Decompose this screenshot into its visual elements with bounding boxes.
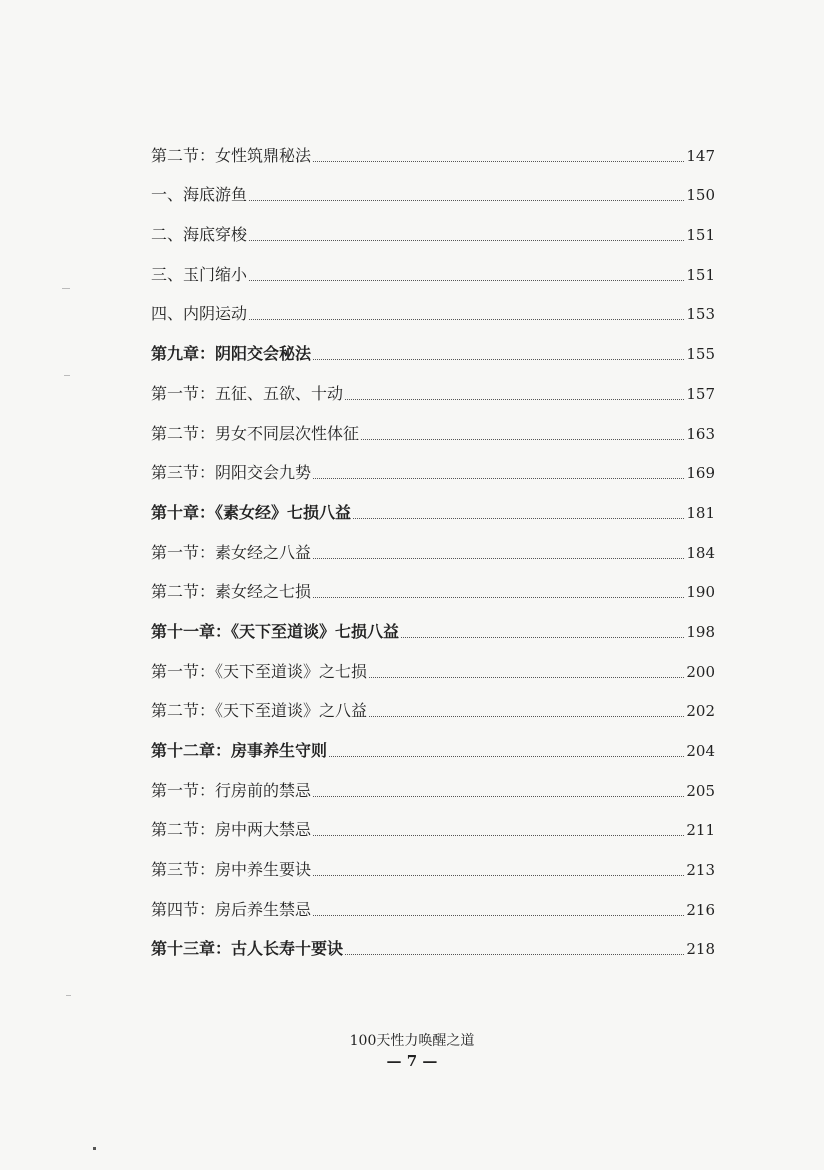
toc-page-number: 181	[686, 503, 715, 522]
toc-leader-dots	[249, 240, 684, 241]
toc-entry-row	[151, 128, 715, 168]
footer-page-number: — 7 —	[386, 1052, 438, 1070]
toc-page-number: 216	[686, 900, 715, 919]
toc-page-number: 218	[686, 940, 715, 959]
toc-leader-dots	[345, 954, 684, 955]
toc-page-number: 157	[686, 384, 715, 403]
toc-entry-title: 第一节：行房前的禁忌	[151, 780, 312, 800]
toc-page-number: 163	[686, 424, 715, 443]
toc-entry-row	[151, 882, 715, 922]
toc-entry-title: 三、玉门缩小	[151, 264, 248, 284]
toc-page-number: 153	[686, 305, 715, 324]
toc-leader-dots	[345, 399, 684, 400]
toc-entry-row	[151, 168, 715, 208]
toc-entry-title: 第十章：《素女经》七损八益	[151, 502, 352, 522]
toc-entry-title: 第二节：男女不同层次性体征	[151, 423, 360, 443]
toc-leader-dots	[249, 280, 684, 281]
toc-chapter-row	[151, 326, 715, 366]
toc-entry-title: 四、内阴运动	[151, 304, 248, 324]
toc-leader-dots	[369, 677, 684, 678]
toc-page-number: 198	[686, 622, 715, 641]
scan-speck	[93, 1147, 96, 1150]
toc-page-number: 213	[686, 861, 715, 880]
toc-page-number: 200	[686, 662, 715, 681]
toc-page-number: 151	[686, 265, 715, 284]
toc-entry-title: 第九章：阴阳交会秘法	[151, 344, 312, 364]
toc-leader-dots	[313, 835, 684, 836]
toc-entry-row	[151, 684, 715, 724]
toc-leader-dots	[401, 637, 684, 638]
toc-entry-title: 二、海底穿梭	[151, 225, 248, 245]
toc-entry-row	[151, 366, 715, 406]
toc-leader-dots	[313, 875, 684, 876]
toc-entry-row	[151, 803, 715, 843]
toc-page-number: 205	[686, 781, 715, 800]
toc-leader-dots	[329, 756, 684, 757]
toc-entry-title: 第二节：《天下至道谈》之八益	[151, 701, 368, 721]
toc-entry-row	[151, 763, 715, 803]
toc-entry-title: 第十三章：古人长寿十要诀	[151, 939, 344, 959]
toc-entry-title: 第二节：素女经之七损	[151, 582, 312, 602]
footer-book-title: 100天性力唤醒之道	[349, 1033, 475, 1049]
toc-leader-dots	[313, 478, 684, 479]
toc-page-number: 190	[686, 583, 715, 602]
toc-chapter-row	[151, 723, 715, 763]
toc-page-number: 202	[686, 702, 715, 721]
toc-entry-title: 第十一章：《天下至道谈》七损八益	[151, 621, 400, 641]
toc-entry-row	[151, 842, 715, 882]
toc-leader-dots	[249, 319, 684, 320]
scan-speck	[66, 995, 71, 996]
toc-entry-row	[151, 446, 715, 486]
toc-entry-row	[151, 247, 715, 287]
toc-page-number: 204	[686, 742, 715, 760]
toc-chapter-row	[151, 485, 715, 525]
toc-leader-dots	[313, 161, 684, 162]
toc-leader-dots	[313, 597, 684, 598]
toc-leader-dots	[313, 796, 684, 797]
scan-speck	[62, 288, 70, 289]
toc-leader-dots	[353, 518, 684, 519]
toc-page-number: 169	[686, 464, 715, 483]
toc-page-number: 211	[686, 821, 715, 840]
toc-entry-title: 第一节：五征、五欲、十动	[151, 383, 344, 403]
toc-entry-row	[151, 644, 715, 684]
toc-chapter-row	[151, 922, 715, 962]
toc-entry-title: 第十二章：房事养生守则	[151, 741, 328, 760]
toc-leader-dots	[313, 558, 684, 559]
toc-leader-dots	[313, 915, 684, 916]
scan-speck	[64, 375, 70, 376]
toc-leader-dots	[249, 200, 684, 201]
toc-chapter-row	[151, 604, 715, 644]
table-of-contents	[151, 128, 715, 961]
toc-entry-title: 第二节：女性筑鼎秘法	[151, 145, 312, 165]
toc-entry-row	[151, 207, 715, 247]
toc-entry-title: 一、海底游鱼	[151, 185, 248, 205]
toc-page-number: 147	[686, 146, 715, 165]
toc-entry-title: 第三节：阴阳交会九势	[151, 463, 312, 483]
toc-entry-title: 第三节：房中养生要诀	[151, 860, 312, 880]
toc-leader-dots	[313, 359, 684, 360]
toc-leader-dots	[369, 716, 684, 717]
toc-entry-title: 第一节：《天下至道谈》之七损	[151, 661, 368, 681]
toc-page-number: 151	[686, 226, 715, 245]
toc-entry-title: 第四节：房后养生禁忌	[151, 899, 312, 919]
toc-entry-row	[151, 565, 715, 605]
toc-page-number: 150	[686, 186, 715, 205]
toc-entry-row	[151, 525, 715, 565]
toc-entry-title: 第一节：素女经之八益	[151, 542, 312, 562]
toc-entry-row	[151, 406, 715, 446]
toc-leader-dots	[361, 439, 684, 440]
toc-page-number: 184	[686, 543, 715, 562]
toc-entry-title: 第二节：房中两大禁忌	[151, 820, 312, 840]
toc-page-number: 155	[686, 345, 715, 364]
toc-entry-row	[151, 287, 715, 327]
